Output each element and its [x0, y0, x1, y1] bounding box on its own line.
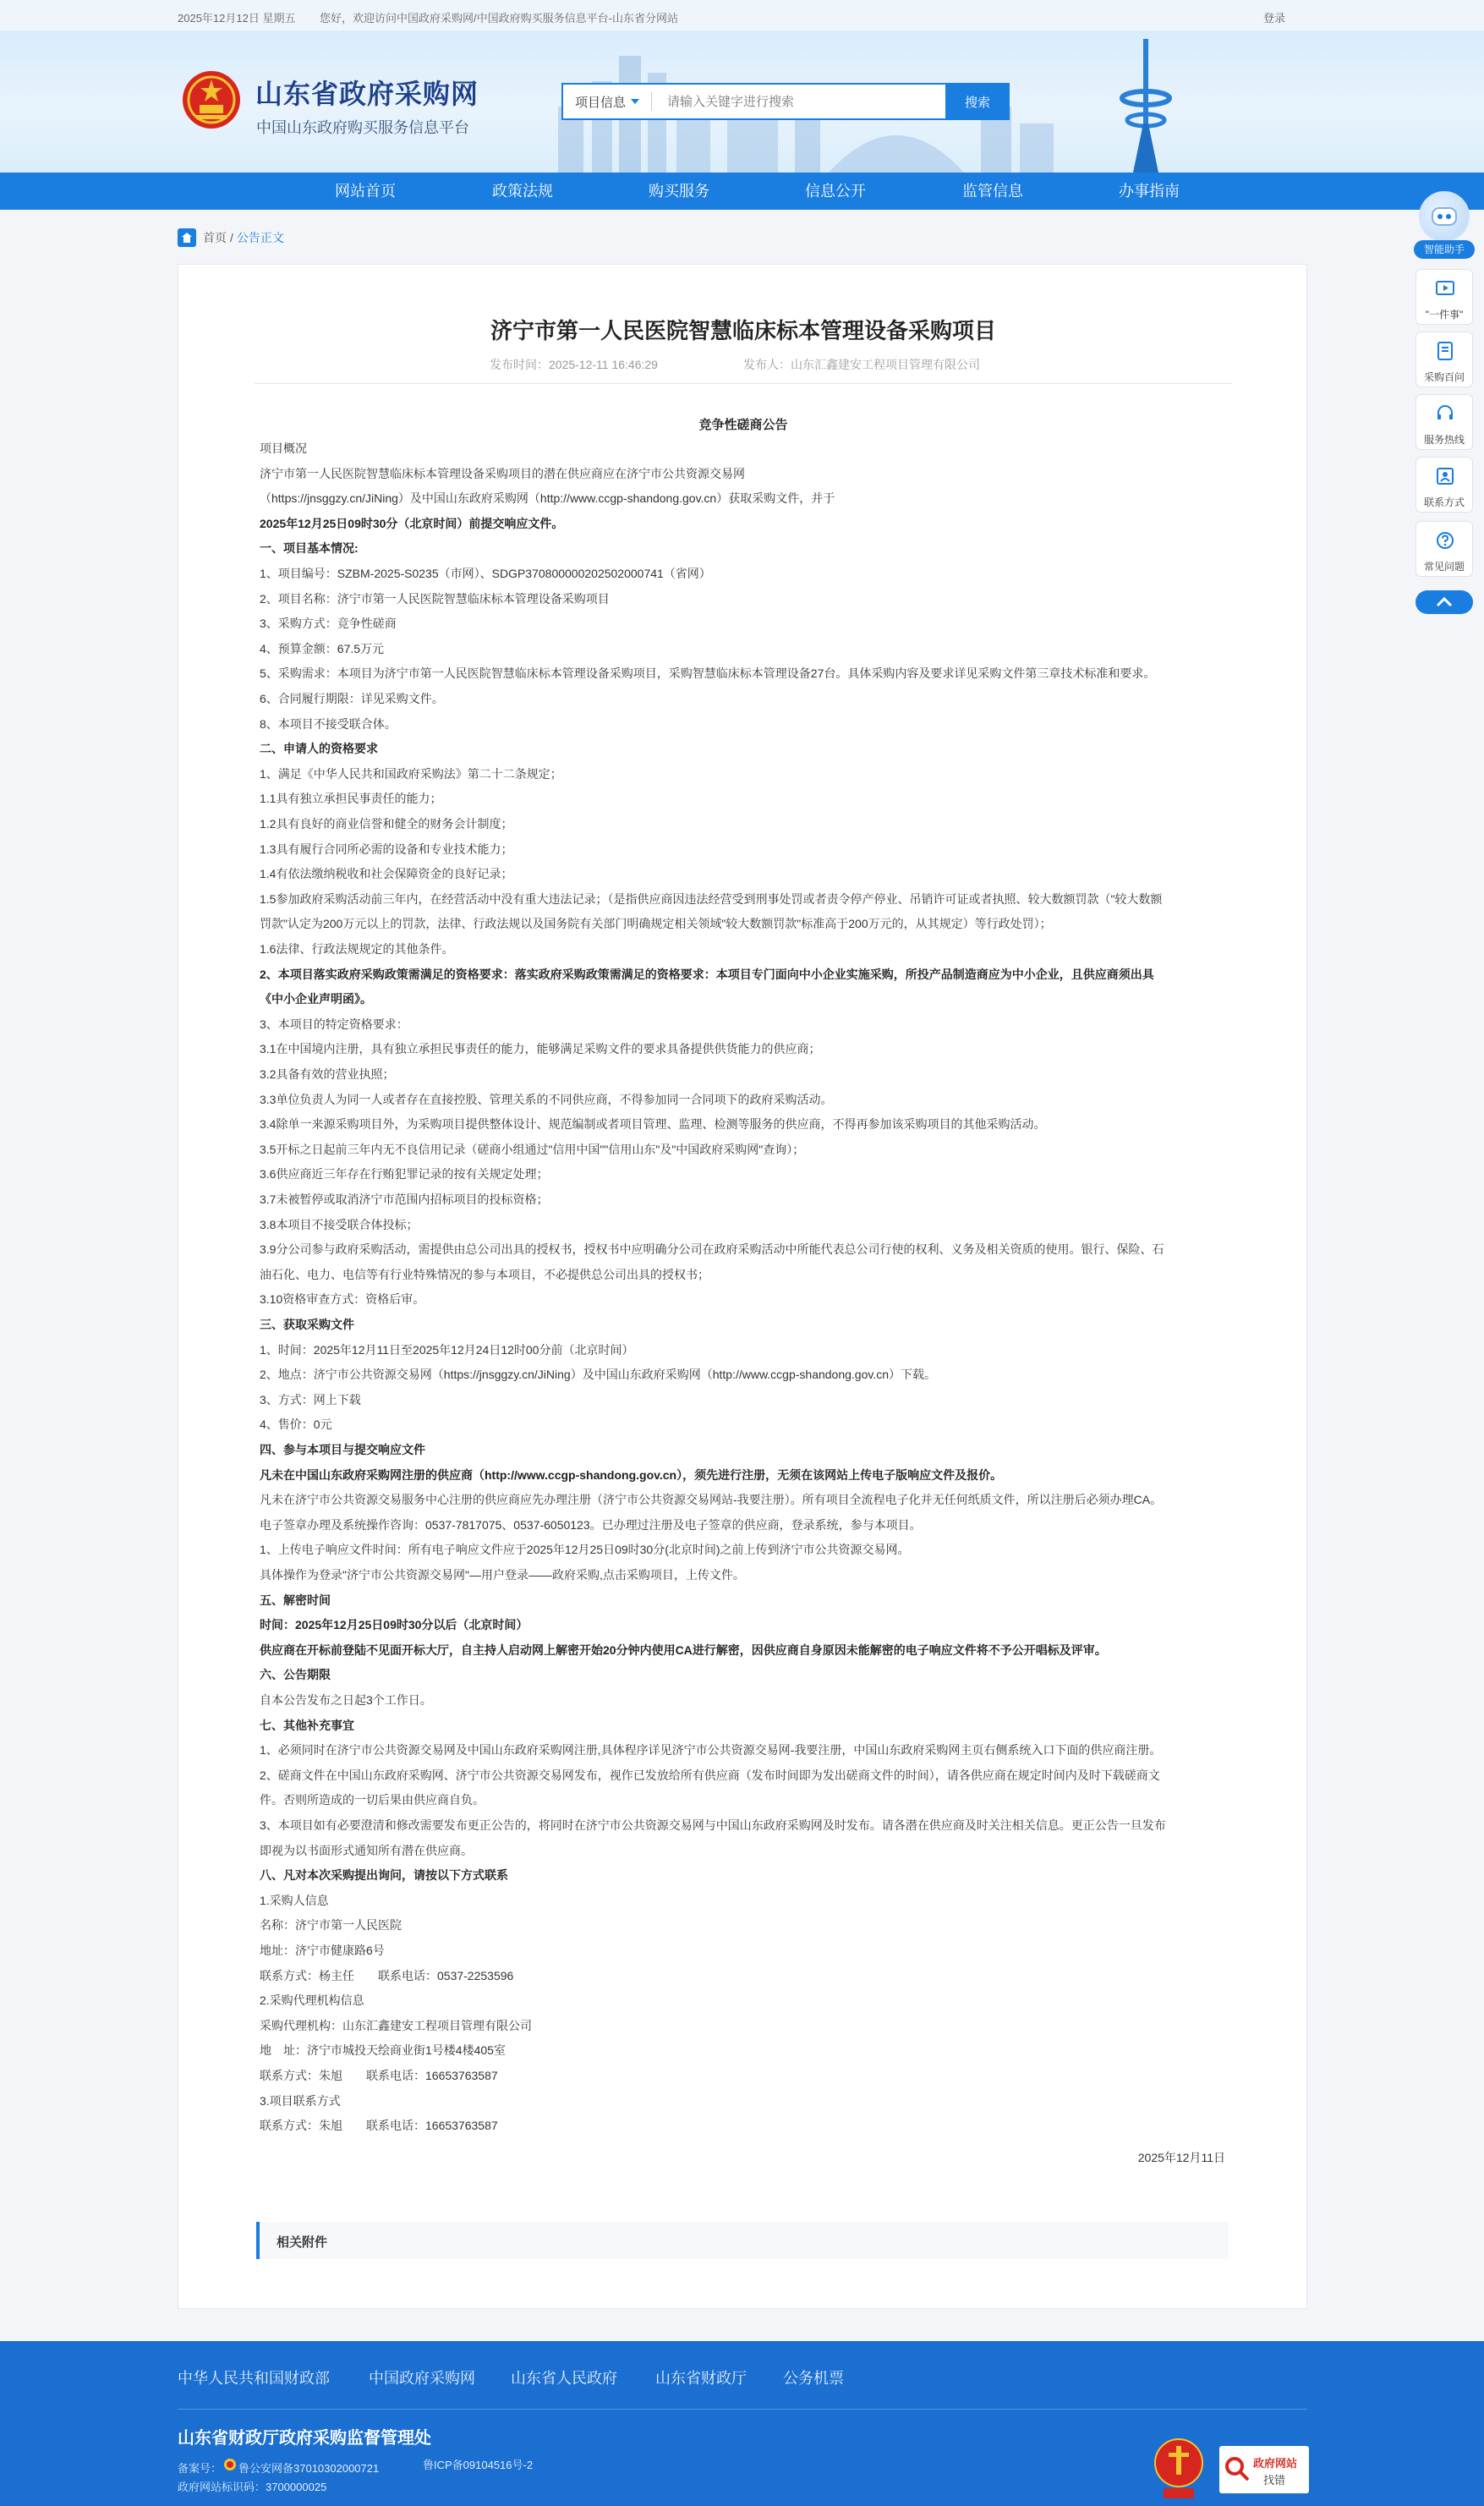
article-line: 罚款"认定为200万元以上的罚款，法律、行政法规以及国务院有关部门明确规定相关领域"较大数额罚款"标准高于200万元的，从其规定）等行政处罚）；: [260, 917, 1052, 930]
common-questions-label: 常见问题: [1423, 561, 1465, 573]
article-line: 2.采购代理机构信息: [260, 1993, 364, 2007]
search-category-select[interactable]: [563, 93, 651, 111]
footer-divider: [178, 2409, 1307, 2410]
sign-date: 2025年12月11日: [1137, 2151, 1225, 2164]
article-line: 联系方式：杨主任 联系电话：0537-2253596: [260, 1969, 514, 1982]
nav-supervision[interactable]: 监管信息: [962, 183, 1023, 200]
contact-label: 联系方式: [1423, 496, 1465, 508]
article-line: 1.5参加政府采购活动前三年内，在经营活动中没有重大违法记录；（是指供应商因违法经营受到刑事处罚或者责令停产停业、吊销许可证或者执照、较大数额罚款（"较大数额: [260, 892, 1163, 906]
footer-link-tickets[interactable]: 公务机票: [783, 2370, 844, 2387]
contact-button[interactable]: [1416, 457, 1473, 513]
breadcrumb-current: 公告正文: [236, 231, 284, 244]
article-line: 地 址：济宁市城投天绘商业街1号楼4楼405室: [260, 2043, 506, 2057]
attachments-label: 相关附件: [277, 2235, 328, 2250]
article-line: 2、磋商文件在中国山东政府采购网、济宁市公共资源交易网发布，视作已发放给所有供应商（发布时间即为发出磋商文件的时间），请各供应商在规定时间内及时下载磋商文: [260, 1768, 1160, 1782]
site-header: [0, 30, 1484, 173]
footer-link-ccgp[interactable]: 中国政府采购网: [369, 2370, 475, 2387]
article-line: 1.采购人信息: [260, 1894, 329, 1907]
article-line: 5、采购需求：本项目为济宁市第一人民医院智慧临床标本管理设备采购项目，采购智慧临床标本管理设备27台。具体采购内容及要求详见采购文件第三章技术标准和要求。: [260, 666, 1156, 680]
search-category-label: 项目信息: [575, 95, 627, 110]
article-line: 六、公告期限: [260, 1668, 331, 1681]
question-circle-icon: [1435, 530, 1455, 551]
site-footer: [0, 2341, 1484, 2506]
article-line: 3、本项目如有必要澄清和修改需要发布更正公告的，将同时在济宁市公共资源交易网与中国山东政府采购网及时发布。请各潜在供应商及时关注相关信息。更正公告一旦发布: [260, 1818, 1166, 1832]
book-icon: [1435, 341, 1455, 361]
article-line: 2、地点：济宁市公共资源交易网（https://jnsggzy.cn/JiNing）及中国山东政府采购网（http://www.ccgp-shandong.gov.cn）下载。: [260, 1368, 937, 1381]
article-line: 3、本项目的特定资格要求：: [260, 1017, 408, 1031]
article-card: [178, 264, 1307, 2309]
article-line: 4、售价：0元: [260, 1418, 332, 1431]
article-line: 《中小企业声明函》。: [260, 992, 372, 1006]
search-button[interactable]: 搜索: [945, 83, 1010, 120]
tower-landmark-icon: [1108, 39, 1184, 173]
one-thing-label: "一件事": [1425, 309, 1464, 321]
police-record[interactable]: 鲁公安网备37010302000721: [238, 2462, 380, 2475]
article-line: 二、申请人的资格要求: [260, 742, 378, 755]
welcome-text: 您好，欢迎访问中国政府采购网/中国政府购买服务信息平台-山东省分网站: [320, 12, 678, 25]
article-line: 4、预算金额：67.5万元: [260, 642, 385, 655]
site-title: 山东省政府采购网: [255, 79, 479, 109]
current-date: 2025年12月12日 星期五: [178, 12, 296, 25]
article-line: 采购代理机构：山东汇鑫建安工程项目管理有限公司: [260, 2019, 532, 2032]
article-line: 3.4除单一来源采购项目外，为采购项目提供整体设计、规范编制或者项目管理、监理、检测等服务的供应商，不得再参加该采购项目的其他采购活动。: [260, 1117, 1046, 1131]
article-line: 一、项目基本情况:: [260, 541, 359, 555]
article-line: 3.7未被暂停或取消济宁市范围内招标项目的投标资格；: [260, 1193, 549, 1206]
footer-link-mof[interactable]: 中华人民共和国财政部: [178, 2370, 330, 2387]
article-line: 3、采购方式：竞争性磋商: [260, 617, 397, 630]
breadcrumb-separator: /: [230, 231, 233, 244]
article-line: 8、本项目不接受联合体。: [260, 717, 397, 731]
article-line: 联系方式：朱旭 联系电话：16653763587: [260, 2069, 498, 2082]
notice-type-title: 竞争性磋商公告: [698, 418, 788, 432]
badge-text-1: 政府网站: [1253, 2457, 1298, 2470]
article-line: （https://jnsggzy.cn/JiNing）及中国山东政府采购网（http://www.ccgp-shandong.gov.cn）获取采购文件，并于: [260, 491, 835, 505]
article-line: 四、参与本项目与提交响应文件: [260, 1443, 425, 1456]
attachments-section: [256, 2222, 1229, 2259]
article-line: 电子签章办理及系统操作咨询：0537-7817075、0537-6050123。已办理过注册及电子签章的供应商，登录系统，参与本项目。: [260, 1518, 922, 1532]
footer-organization: 山东省财政厅政府采购监督管理处: [178, 2429, 431, 2448]
party-government-badge-icon[interactable]: [1153, 2436, 1204, 2500]
login-link[interactable]: 登录: [1263, 12, 1286, 25]
footer-link-finance[interactable]: 山东省财政厅: [655, 2370, 747, 2387]
footer-link-province[interactable]: 山东省人民政府: [511, 2370, 617, 2387]
headset-icon: [1435, 403, 1455, 424]
article-line: 1、上传电子响应文件时间：所有电子响应文件应于2025年12月25日09时30分(北京时间)之前上传到济宁市公共资源交易网。: [260, 1543, 910, 1556]
article-line: 时间：2025年12月25日09时30分以后（北京时间）: [260, 1618, 528, 1631]
article-line: 1.1具有独立承担民事责任的能力；: [260, 792, 442, 805]
robot-icon: [1419, 191, 1470, 242]
play-screen-icon: [1435, 278, 1455, 299]
national-emblem-icon: [181, 69, 242, 130]
nav-home[interactable]: 网站首页: [335, 183, 396, 200]
article-line: 凡未在济宁市公共资源交易服务中心注册的供应商应先办理注册（济宁市公共资源交易网站-我要注册）。所有项目全流程电子化并无任何纸质文件，所以注册后必须办理CA。: [260, 1493, 1163, 1506]
article-line: 1.6法律、行政法规规定的其他条件。: [260, 942, 454, 956]
article-title: 济宁市第一人民医院智慧临床标本管理设备采购项目: [490, 318, 996, 343]
article-line: 油石化、电力、电信等有行业特殊情况的参与本项目，不必提供总公司出具的授权书；: [260, 1268, 709, 1281]
faq-100-label: 采购百问: [1423, 371, 1465, 383]
title-divider: [255, 383, 1232, 384]
article-line: 6、合同履行期限：详见采购文件。: [260, 692, 444, 705]
breadcrumb-home[interactable]: 首页: [203, 231, 227, 244]
back-to-top-button[interactable]: [1416, 590, 1473, 614]
ai-assistant-button[interactable]: [1414, 191, 1475, 264]
home-icon[interactable]: [178, 228, 196, 247]
faq-100-button[interactable]: [1416, 332, 1473, 387]
main-nav: [0, 173, 1484, 210]
site-error-report-badge[interactable]: [1219, 2446, 1309, 2493]
article-line: 七、其他补充事宜: [260, 1719, 354, 1732]
caret-down-icon: [631, 99, 639, 104]
nav-policy[interactable]: 政策法规: [492, 183, 553, 200]
nav-disclosure[interactable]: 信息公开: [805, 183, 866, 200]
one-thing-button[interactable]: [1416, 269, 1473, 325]
article-line: 即视为以书面形式通知所有潜在供应商。: [260, 1844, 473, 1857]
article-line: 地址：济宁市健康路6号: [260, 1944, 385, 1957]
article-line: 1、项目编号：SZBM-2025-S0235（市网）、SDGP370800000202502000741（省网）: [260, 567, 711, 580]
hotline-label: 服务热线: [1423, 434, 1465, 446]
icp-record[interactable]: 鲁ICP备09104516号-2: [423, 2459, 534, 2471]
article-line: 名称：济宁市第一人民医院: [260, 1918, 402, 1932]
article-line: 1、必须同时在济宁市公共资源交易网及中国山东政府采购网注册,具体程序详见济宁市公共资源交易网-我要注册，中国山东政府采购网主页右侧系统入口下面的供应商注册。: [260, 1743, 1162, 1757]
article-line: 1.2具有良好的商业信誉和健全的财务会计制度；: [260, 817, 513, 831]
article-line: 3.6供应商近三年存在行贿犯罪记录的按有关规定处理；: [260, 1167, 549, 1181]
article-line: 3.项目联系方式: [260, 2094, 341, 2108]
record-label: 备案号：: [178, 2462, 222, 2475]
contact-card-icon: [1435, 466, 1455, 486]
article-line: 1.3具有履行合同所必需的设备和专业技术能力；: [260, 842, 513, 856]
article-line: 3.10资格审查方式：资格后审。: [260, 1292, 425, 1306]
breadcrumb: [178, 228, 284, 247]
search-box: [561, 83, 1010, 120]
hotline-button[interactable]: [1416, 394, 1473, 450]
top-bar: [0, 0, 1484, 30]
article-line: 2、项目名称：济宁市第一人民医院智慧临床标本管理设备采购项目: [260, 592, 610, 606]
article-line: 五、解密时间: [260, 1593, 331, 1607]
nav-services[interactable]: 购买服务: [649, 183, 709, 200]
article-line: 凡未在中国山东政府采购网注册的供应商（http://www.ccgp-shandong.gov.cn），须先进行注册，无须在该网站上传电子版响应文件及报价。: [260, 1468, 1003, 1482]
article-line: 3.2具备有效的营业执照；: [260, 1067, 395, 1081]
article-line: 3.9分公司参与政府采购活动，需提供由总公司出具的授权书，授权书中应明确分公司在政府采购活动中所能代表总公司行使的权利、义务及相关资质的使用。银行、保险、石: [260, 1242, 1164, 1256]
article-line: 1.4有依法缴纳税收和社会保障资金的良好记录；: [260, 867, 513, 880]
police-badge-icon: [223, 2458, 237, 2471]
site-subtitle: 中国山东政府购买服务信息平台: [256, 119, 469, 136]
article-line: 3.1在中国境内注册，具有独立承担民事责任的能力，能够满足采购文件的要求具备提供供货能力的供应商；: [260, 1042, 821, 1056]
article-line: 1、满足《中华人民共和国政府采购法》第二十二条规定；: [260, 767, 562, 781]
article-line: 3、方式：网上下载: [260, 1393, 361, 1407]
article-line: 2、本项目落实政府采购政策需满足的资格要求：落实政府采购政策需满足的资格要求：本项目专门面向中小企业实施采购，所投产品制造商应为中小企业，且供应商须出具: [260, 968, 1154, 981]
publisher: 发布人：山东汇鑫建安工程项目管理有限公司: [743, 358, 980, 371]
article-line: 1、时间：2025年12月11日至2025年12月24日12时00分前（北京时间）: [260, 1343, 634, 1357]
article-line: 济宁市第一人民医院智慧临床标本管理设备采购项目的潜在供应商应在济宁市公共资源交易网: [260, 467, 745, 480]
badge-text-2: 找错: [1263, 2474, 1286, 2487]
article-line: 3.8本项目不接受联合体投标；: [260, 1218, 419, 1231]
ai-assistant-label: 智能助手: [1414, 240, 1475, 259]
article-line: 供应商在开标前登陆不见面开标大厅，自主持人启动网上解密开始20分钟内使用CA进行解密，因供应商自身原因未能解密的电子响应文件将不予公开唱标及评审。: [260, 1643, 1107, 1657]
article-line: 件。否则所造成的一切后果由供应商自负。: [260, 1793, 485, 1807]
chevron-up-icon: [1416, 590, 1473, 614]
article-line: 自本公告发布之日起3个工作日。: [260, 1693, 432, 1707]
magnifier-icon: [1224, 2456, 1250, 2481]
publish-time: 发布时间：2025-12-11 16:46:29: [490, 358, 658, 371]
common-questions-button[interactable]: [1416, 521, 1473, 577]
article-line: 3.5开标之日起前三年内无不良信用记录（磋商小组通过"信用中国""信用山东"及"中国政府采购网"查询）；: [260, 1143, 805, 1156]
article-line: 八、凡对本次采购提出询问，请按以下方式联系: [260, 1868, 508, 1882]
article-line: 项目概况: [260, 441, 307, 455]
article-line: 联系方式：朱旭 联系电话：16653763587: [260, 2119, 498, 2132]
article-line: 3.3单位负责人为同一人或者存在直接控股、管理关系的不同供应商，不得参加同一合同项下的政府采购活动。: [260, 1093, 833, 1106]
nav-guide[interactable]: 办事指南: [1119, 183, 1180, 200]
site-id: 政府网站标识码：3700000025: [178, 2481, 327, 2493]
article-line: 具体操作为登录"济宁市公共资源交易网"—用户登录——政府采购,点击采购项目，上传文件。: [260, 1568, 745, 1582]
article-line: 2025年12月25日09时30分（北京时间）前提交响应文件。: [260, 517, 564, 530]
article-line: 三、获取采购文件: [260, 1318, 354, 1331]
